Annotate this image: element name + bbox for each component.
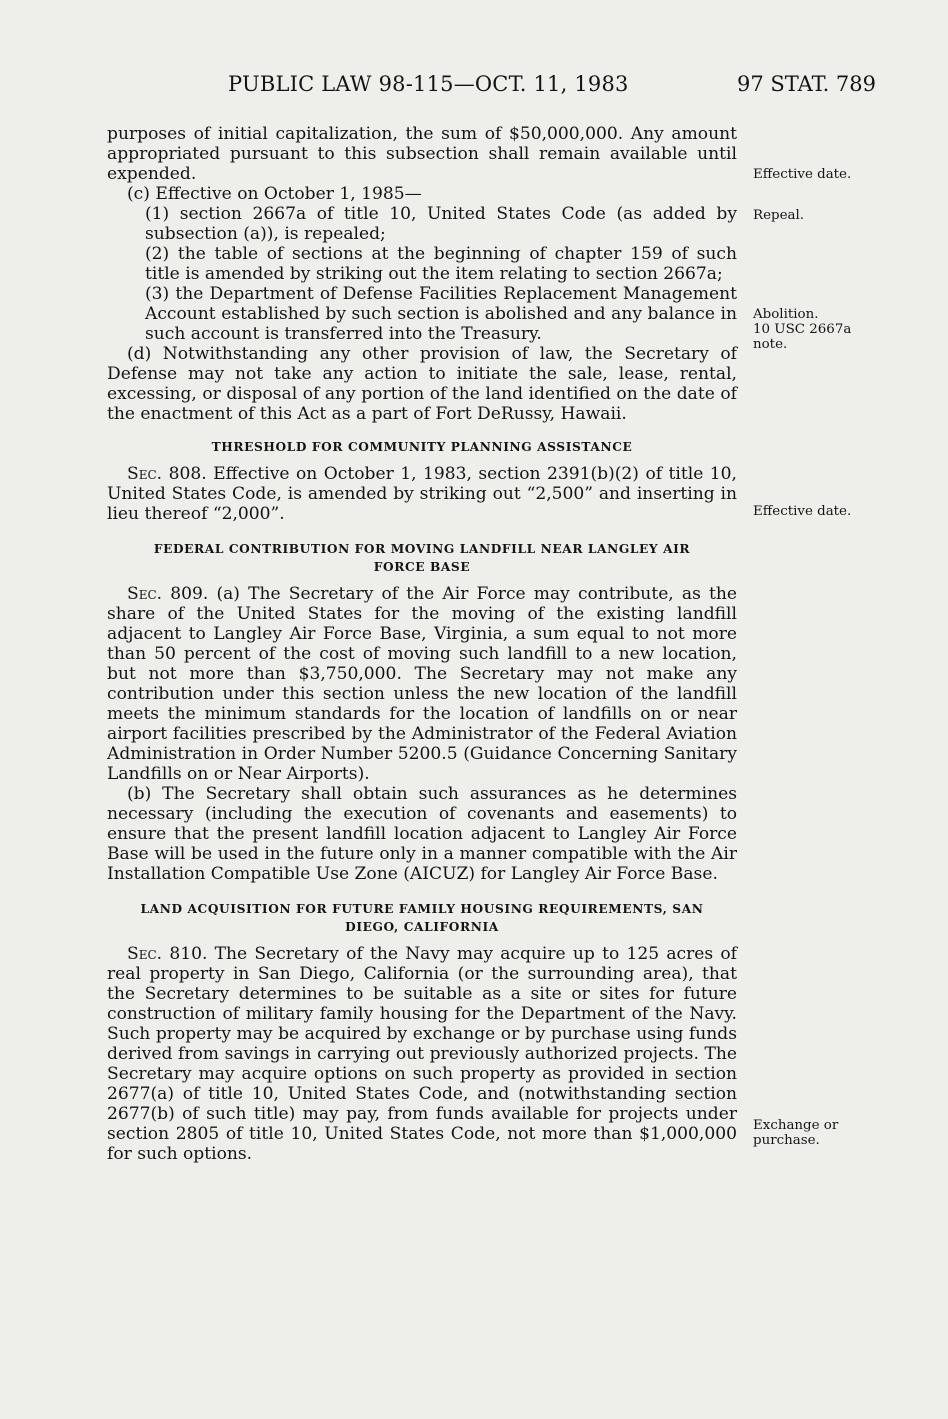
subsection-d: (d) Notwithstanding any other provision of law, the Secretary of Defense may not take any action to initiate the sale, lease, rental, excessing, or disposal of any portion of the land identified on the date of the enactment of this Act as a part of Fort DeRussy, Hawaii.	[107, 344, 737, 424]
document-body	[107, 124, 737, 1164]
section-809-heading-line1: FEDERAL CONTRIBUTION FOR MOVING LANDFILL NEAR LANGLEY AIR	[153, 542, 691, 556]
statute-page-number: 97 STAT. 789	[736, 72, 876, 96]
section-809-text	[107, 584, 737, 784]
margin-note-line: Exchange or	[753, 1118, 839, 1133]
margin-note-line: 10 USC 2667a	[753, 322, 852, 337]
section-808-text	[107, 464, 737, 524]
section-809-heading-line2: FORCE BASE	[373, 560, 471, 574]
section-label: Sec.	[127, 584, 163, 604]
section-810-heading-line1: LAND ACQUISITION FOR FUTURE FAMILY HOUSING REQUIREMENTS, SAN	[140, 902, 704, 916]
section-810-text	[107, 944, 737, 1164]
margin-note-repeal: Repeal.	[753, 208, 805, 223]
section-810-body: 810. The Secretary of the Navy may acquire up to 125 acres of real property in San Diego, California (or the surrounding area), that the Secretary determines to be suitable as a site or sites for future construction of military family housing for the Department of the Navy. Such property may be acquired by exchange or by purchase using funds derived from savings in carrying out previously authorized projects. The Secretary may acquire options on such property as provided in section 2677(a) of title 10, United States Code, and (notwithstanding section 2677(b) of such title) may pay, from funds available for projects under section 2805 of title 10, United States Code, not more than $1,000,000 for such options.	[107, 944, 737, 1164]
section-label: Sec.	[127, 944, 163, 964]
section-809-body: 809. (a) The Secretary of the Air Force may contribute, as the share of the United States for the moving of the existing landfill adjacent to Langley Air Force Base, Virginia, a sum equal to not more than 50 percent of the cost of moving such landfill to a new location, but not more than $3,750,000. The Secretary may not make any contribution under this section unless the new location of the landfill meets the minimum standards for the location of landfills on or near airport facilities prescribed by the Administrator of the Federal Aviation Administration in Order Number 5200.5 (Guidance Concerning Sanitary Landfills on or Near Airports).	[107, 584, 737, 784]
clause-1: (1) section 2667a of title 10, United States Code (as added by subsection (a)), is repealed;	[145, 204, 737, 244]
paragraph-continuation: purposes of initial capitalization, the sum of $50,000,000. Any amount appropriated pursuant to this subsection shall remain available until expended.	[107, 124, 737, 184]
section-808-body: 808. Effective on October 1, 1983, section 2391(b)(2) of title 10, United States Code, is amended by striking out “2,500” and inserting in lieu thereof “2,000”.	[107, 464, 737, 524]
section-808-heading: THRESHOLD FOR COMMUNITY PLANNING ASSISTANCE	[211, 440, 633, 454]
margin-note-effective-date: Effective date.	[753, 167, 852, 182]
subsection-c: (c) Effective on October 1, 1985—	[127, 184, 422, 204]
margin-note-exchange	[753, 1118, 838, 1148]
clause-3: (3) the Department of Defense Facilities Replacement Management Account established by such section is abolished and any balance in such account is transferred into the Treasury.	[145, 284, 737, 344]
margin-note-line: purchase.	[753, 1133, 820, 1148]
running-header-title: PUBLIC LAW 98-115—OCT. 11, 1983	[228, 72, 629, 96]
margin-note-line: note.	[753, 337, 788, 352]
clause-2: (2) the table of sections at the beginning of chapter 159 of such title is amended by striking out the item relating to section 2667a;	[145, 244, 737, 284]
section-809-subsection-b: (b) The Secretary shall obtain such assurances as he determines necessary (including the execution of covenants and easements) to ensure that the present landfill location adjacent to Langley Air Force Base will be used in the future only in a manner compatible with the Air Installation Compatible Use Zone (AICUZ) for Langley Air Force Base.	[107, 784, 737, 884]
margin-note-abolition	[753, 307, 851, 352]
margin-note-line: Abolition.	[753, 307, 819, 322]
section-810-heading-line2: DIEGO, CALIFORNIA	[345, 920, 499, 934]
section-label: Sec.	[127, 464, 163, 484]
margin-note-effective-date-808: Effective date.	[753, 504, 852, 519]
